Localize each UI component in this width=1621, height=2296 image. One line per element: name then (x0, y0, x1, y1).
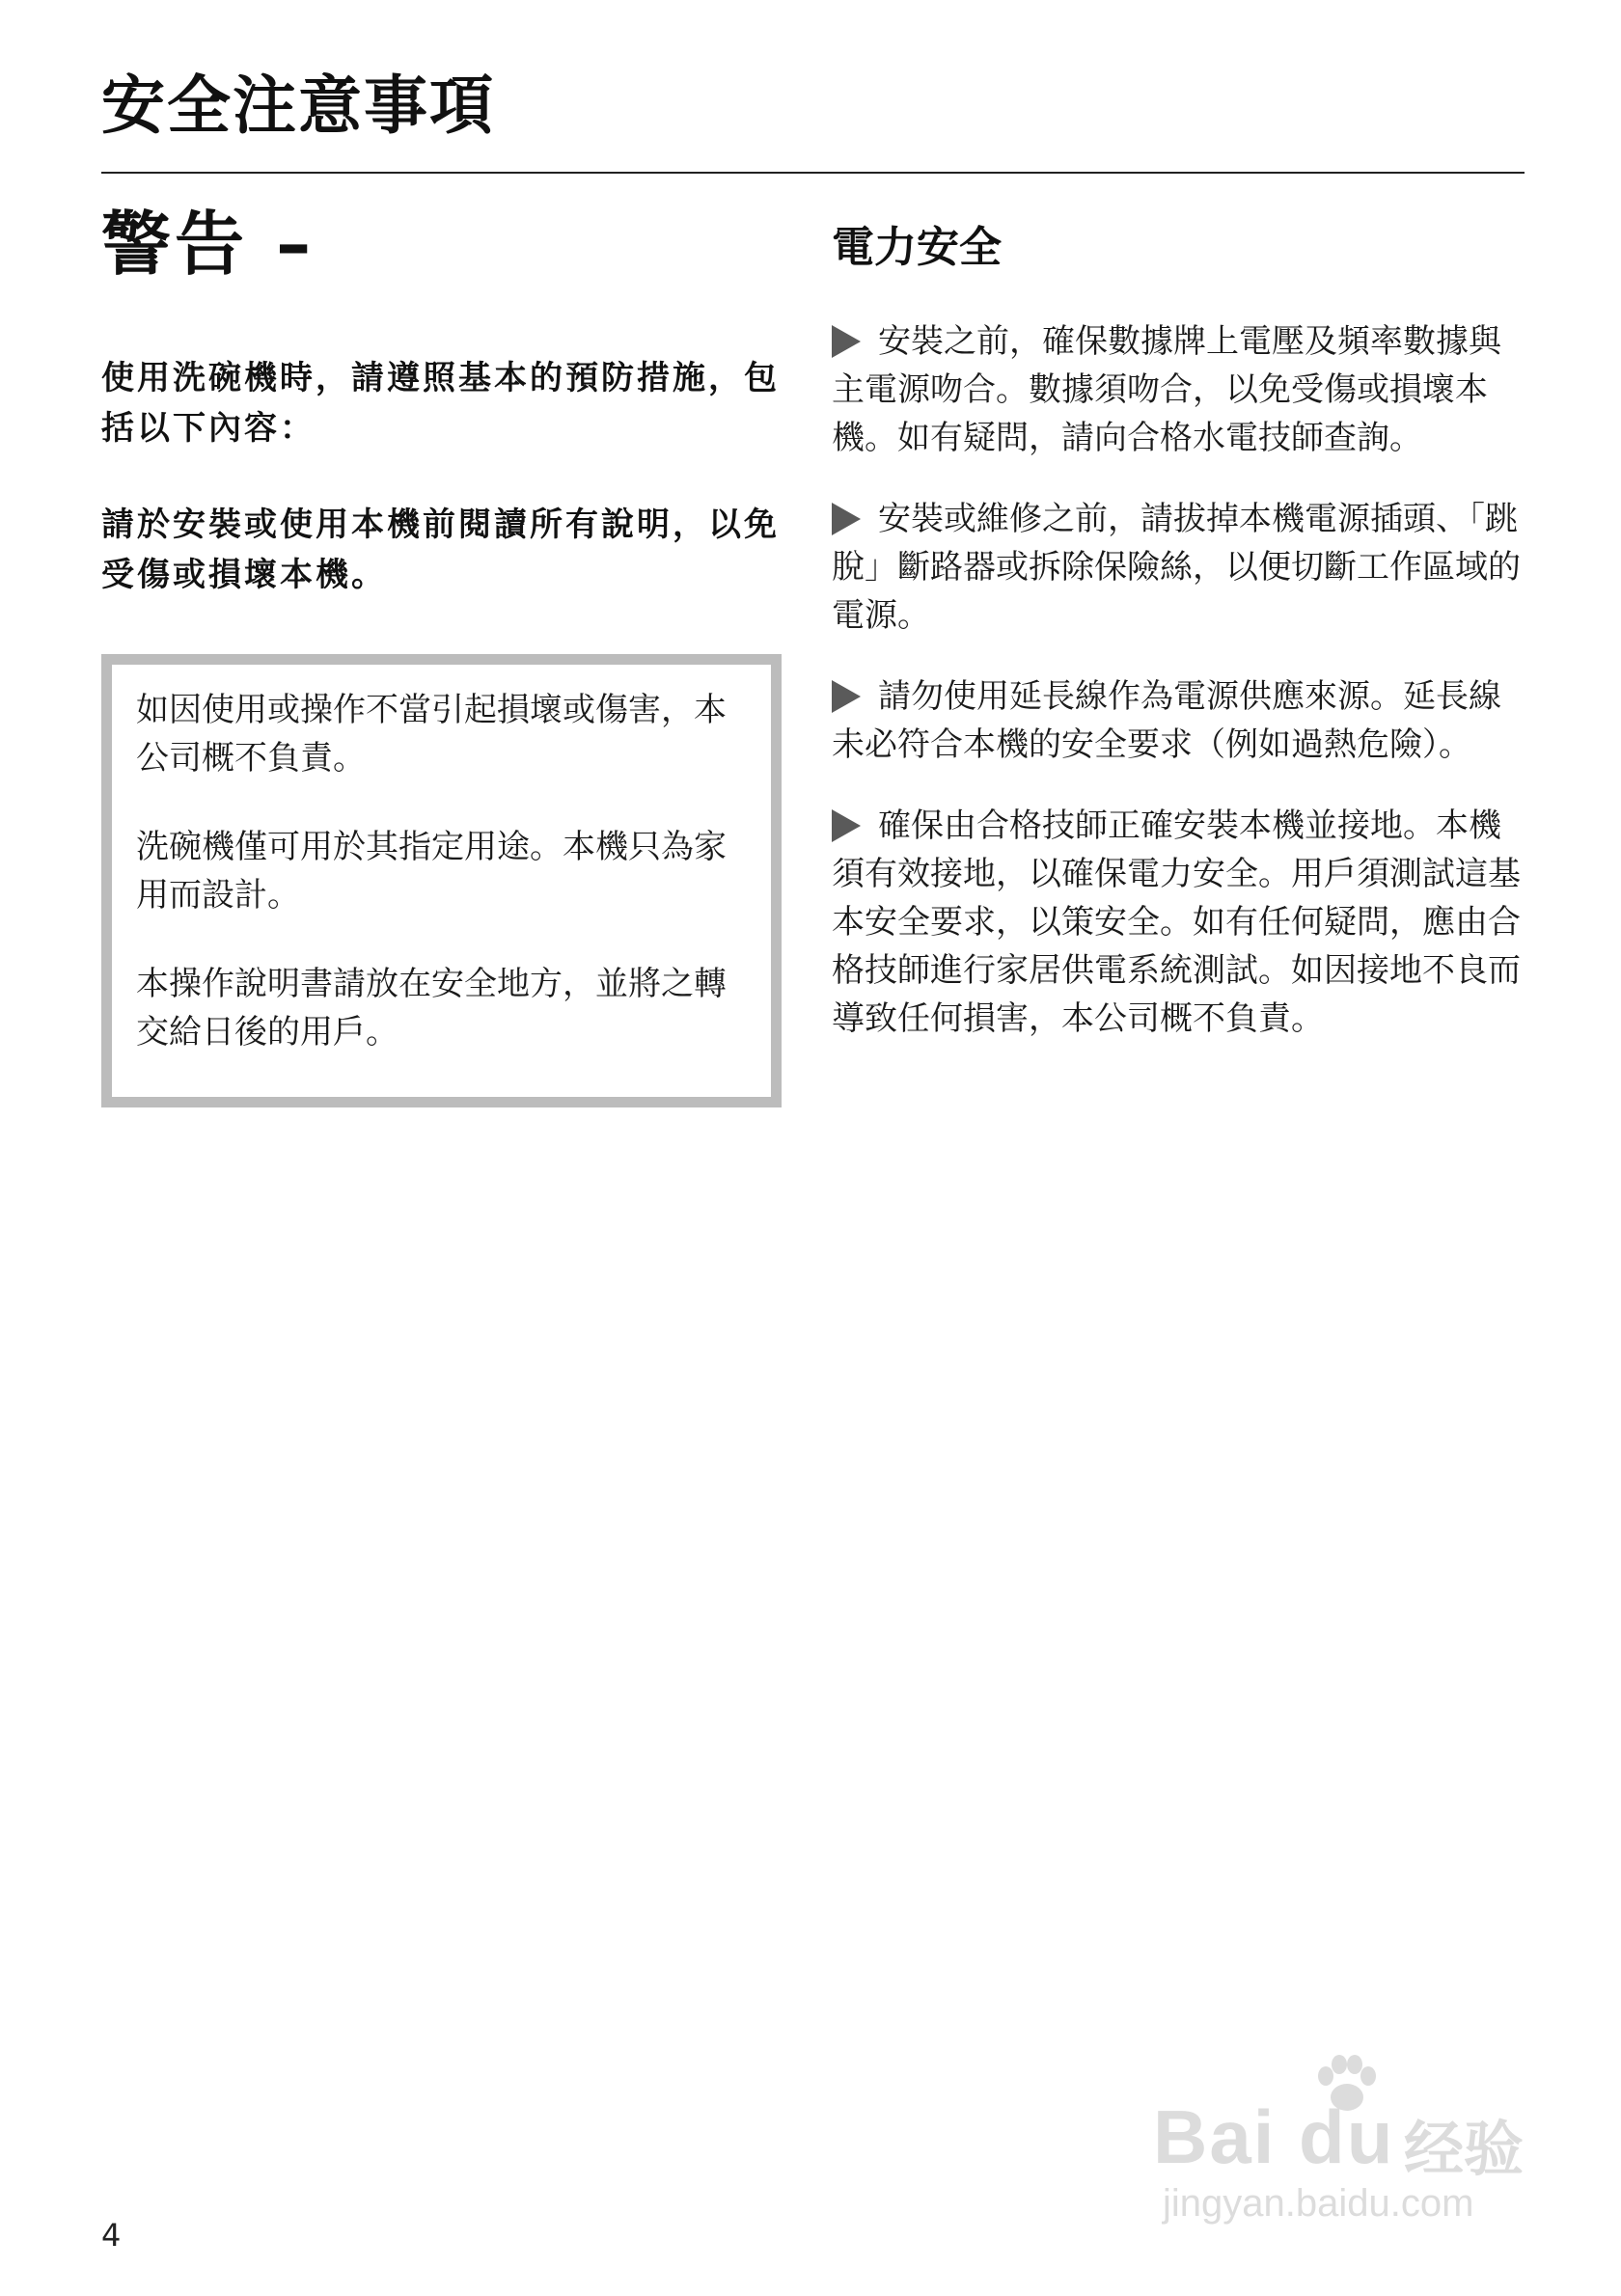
notice-paragraph-1: 如因使用或操作不當引起損壞或傷害，本公司概不負責。 (136, 691, 727, 778)
warning-intro-1: 使用洗碗機時，請遵照基本的預防措施，包括以下內容： (101, 359, 780, 449)
triangle-bullet-icon (832, 680, 861, 713)
warning-intro-2: 請於安裝或使用本機前閱讀所有說明，以免受傷或損壞本機。 (101, 506, 780, 595)
watermark-url: jingyan.baidu.com (1163, 2182, 1474, 2225)
section-title: 電力安全 (832, 223, 1002, 272)
electrical-safety-section (832, 220, 1526, 1076)
notice-box (101, 654, 782, 1107)
notice-paragraph-2: 洗碗機僅可用於其指定用途。本機只為家用而設計。 (136, 828, 727, 915)
safety-item-text: 安裝之前，確保數據牌上電壓及頻率數據與主電源吻合。數據須吻合，以免受傷或損壞本機。如有疑問，請向合格水電技師查詢。 (832, 322, 1501, 458)
safety-item-text: 安裝或維修之前，請拔掉本機電源插頭、「跳脫」斷路器或拆除保險絲，以便切斷工作區域的電源。 (832, 500, 1521, 636)
triangle-bullet-icon (832, 325, 861, 358)
warning-section (101, 203, 786, 600)
watermark-label: 经验 (1404, 2114, 1525, 2184)
safety-item (832, 802, 1526, 1043)
triangle-bullet-icon (832, 809, 861, 842)
title-divider (101, 172, 1525, 174)
watermark-brand: Bai du (1153, 2094, 1395, 2179)
page-title: 安全注意事項 (101, 68, 495, 143)
notice-paragraph-3: 本操作說明書請放在安全地方，並將之轉交給日後的用戶。 (136, 965, 727, 1052)
safety-item (832, 495, 1526, 640)
baidu-watermark (1153, 2055, 1539, 2228)
safety-item-text: 請勿使用延長線作為電源供應來源。延長線未必符合本機的安全要求（例如過熱危險）。 (832, 677, 1501, 765)
safety-item (832, 672, 1526, 769)
safety-item-text: 確保由合格技師正確安裝本機並接地。本機須有效接地，以確保電力安全。用戶須測試這基本安全要求，以策安全。如有任何疑問，應由合格技師進行家居供電系統測試。如因接地不良而導致任何損害，本公司概不負責。 (832, 806, 1521, 1039)
safety-item (832, 317, 1526, 462)
warning-heading: 警告 – (101, 204, 316, 285)
triangle-bullet-icon (832, 503, 861, 535)
page-number: 4 (101, 2217, 122, 2254)
